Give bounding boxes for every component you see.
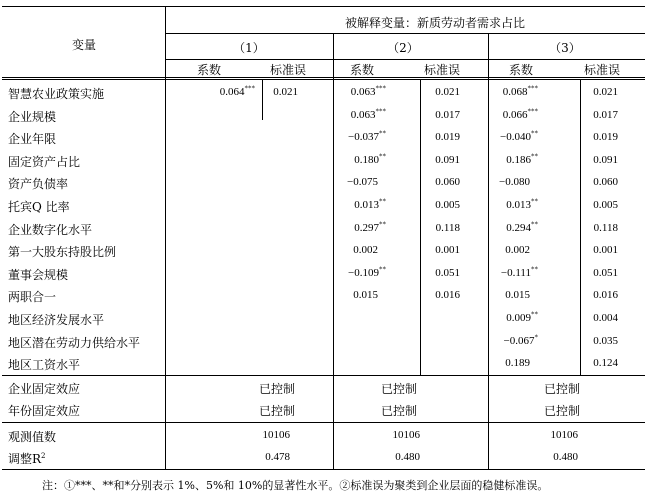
- rule-bottom: [2, 469, 645, 470]
- se-value: 0.019: [435, 131, 460, 143]
- se-value: 0.091: [435, 154, 460, 166]
- coef-value: −0.111**: [500, 265, 538, 279]
- stat-value: 0.480: [395, 451, 420, 463]
- stat-label: 调整$R^2$: [8, 452, 46, 466]
- row-label: 固定资产占比: [8, 155, 81, 169]
- rule-header-bottom-double: [2, 79, 645, 80]
- coef-header-3: 系数: [508, 63, 533, 77]
- coef-value: 0.002: [505, 244, 530, 256]
- model-header-1: （1）: [233, 41, 265, 55]
- rule-top: [2, 6, 645, 7]
- coef-value: 0.066***: [502, 107, 538, 121]
- coef-value: 0.294**: [506, 220, 538, 234]
- coef-value: 0.013**: [354, 197, 386, 211]
- se-value: 0.019: [593, 131, 618, 143]
- coef-value: 0.015: [505, 289, 530, 301]
- rule-dependent-var: [165, 33, 645, 34]
- coef-value: 0.063***: [350, 107, 386, 121]
- coef-value: −0.040**: [500, 129, 538, 143]
- coef-value: 0.297**: [354, 220, 386, 234]
- fixed-effect-value: 已控制: [380, 382, 417, 396]
- row-label: 董事会规模: [8, 268, 69, 282]
- se-value: 0.001: [593, 244, 618, 256]
- stat-value: 10106: [550, 429, 578, 441]
- coef-value: 0.189: [505, 357, 530, 369]
- table-note: 注：①***、**和*分别表示 1%、5%和 10%的显著性水平。②标准误为聚类到企业层面的稳健标准误。: [42, 479, 549, 492]
- stat-value: 10106: [262, 429, 290, 441]
- se-value: 0.118: [435, 222, 460, 234]
- se-value: 0.091: [593, 154, 618, 166]
- row-label: 企业数字化水平: [8, 223, 93, 237]
- stat-value: 0.478: [265, 451, 290, 463]
- rule-vars-bottom: [2, 375, 645, 376]
- coef-value: −0.075: [347, 176, 378, 188]
- row-label: 第一大股东持股比例: [8, 245, 117, 259]
- se-value: 0.017: [435, 109, 460, 121]
- coef-value: 0.013**: [506, 197, 538, 211]
- fixed-effect-value: 已控制: [258, 404, 295, 418]
- fixed-effect-value: 已控制: [258, 382, 295, 396]
- stat-value: 10106: [392, 429, 420, 441]
- se-value: 0.051: [435, 267, 460, 279]
- coef-value: 0.186**: [506, 152, 538, 166]
- coef-value: 0.180**: [354, 152, 386, 166]
- se-value: 0.005: [435, 199, 460, 211]
- se-value: 0.060: [435, 176, 460, 188]
- coef-value: 0.064***: [219, 84, 255, 98]
- coef-value: −0.109**: [348, 265, 386, 279]
- rule-fe-bottom: [2, 422, 645, 423]
- row-label: 两职合一: [8, 290, 57, 304]
- row-label: 企业年限: [8, 132, 57, 146]
- se-header-3: 标准误: [583, 63, 620, 77]
- se-header-1: 标准误: [269, 63, 306, 77]
- se-value: 0.124: [593, 357, 618, 369]
- se-value: 0.017: [593, 109, 618, 121]
- fixed-effect-value: 已控制: [543, 382, 580, 396]
- se-value: 0.118: [593, 222, 618, 234]
- row-label: 托宾Q 比率: [8, 200, 70, 214]
- row-label: 地区潜在劳动力供给水平: [8, 336, 141, 350]
- row-label: 智慧农业政策实施: [8, 87, 105, 101]
- model-header-3: （3）: [549, 41, 581, 55]
- coef-value: 0.068***: [502, 84, 538, 98]
- se-value: 0.001: [435, 244, 460, 256]
- se-value: 0.021: [593, 86, 618, 98]
- fixed-effect-label: 年份固定效应: [8, 404, 81, 418]
- se-value: 0.060: [593, 176, 618, 188]
- coef-value: 0.063***: [350, 84, 386, 98]
- coef-header-2: 系数: [349, 63, 374, 77]
- fixed-effect-value: 已控制: [380, 404, 417, 418]
- dependent-var-header: 被解释变量：新质劳动者需求占比: [345, 16, 526, 30]
- coef-value: 0.015: [353, 289, 378, 301]
- var-column-header: 变量: [71, 38, 96, 52]
- coef-value: 0.002: [353, 244, 378, 256]
- se-value: 0.016: [593, 289, 618, 301]
- se-value: 0.004: [593, 312, 618, 324]
- coef-value: 0.009**: [506, 310, 538, 324]
- se-value: 0.005: [593, 199, 618, 211]
- se-value: 0.035: [593, 335, 618, 347]
- model-header-2: （2）: [387, 41, 419, 55]
- coef-value: −0.037**: [348, 129, 386, 143]
- fixed-effect-value: 已控制: [543, 404, 580, 418]
- se-header-2: 标准误: [423, 63, 460, 77]
- row-label: 地区工资水平: [8, 358, 81, 372]
- se-value: 0.051: [593, 267, 618, 279]
- row-label: 企业规模: [8, 110, 57, 124]
- rule-models: [165, 59, 645, 60]
- fixed-effect-label: 企业固定效应: [8, 382, 81, 396]
- row-label: 资产负债率: [8, 177, 69, 191]
- coef-value: −0.067*: [503, 333, 538, 347]
- coef-header-1: 系数: [196, 63, 221, 77]
- se-value: 0.021: [273, 86, 298, 98]
- se-value: 0.021: [435, 86, 460, 98]
- se-value: 0.016: [435, 289, 460, 301]
- stat-label: 观测值数: [8, 430, 57, 444]
- row-label: 地区经济发展水平: [8, 313, 105, 327]
- coef-value: −0.080: [499, 176, 530, 188]
- stat-value: 0.480: [553, 451, 578, 463]
